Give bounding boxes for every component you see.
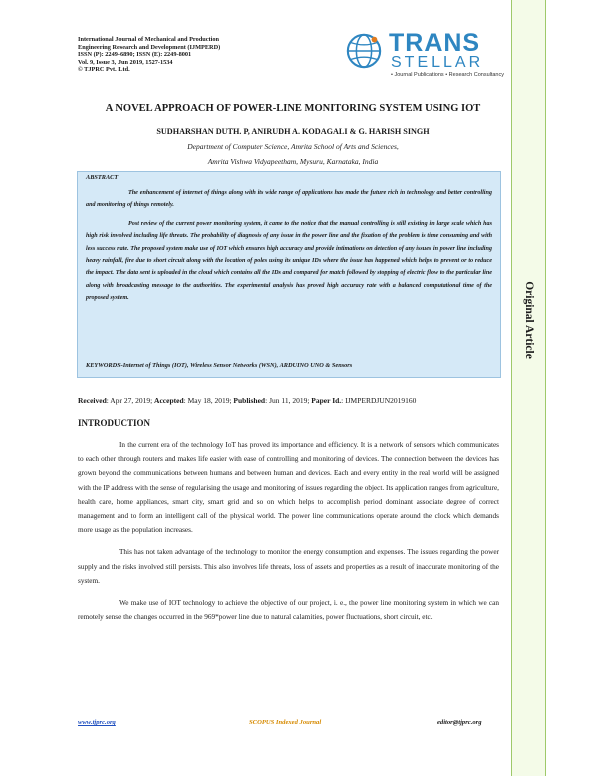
paper-title: A NOVEL APPROACH OF POWER-LINE MONITORING SYSTEM USING IOT — [105, 103, 481, 114]
journal-line: Engineering Research and Development (IJMPERD) — [78, 43, 221, 51]
affiliation-line: Department of Computer Science, Amrita School of Arts and Sciences, — [187, 142, 399, 151]
footer-email[interactable]: editor@tjprc.org — [437, 719, 482, 726]
publication-dates — [78, 396, 416, 405]
published-date: : Jun 11, 2019; — [265, 396, 312, 405]
journal-line: International Journal of Mechanical and Production — [78, 36, 220, 43]
received-date: : Apr 27, 2019; — [106, 396, 155, 405]
journal-line: Vol. 9, Issue 3, Jun 2019, 1527-1534 — [78, 58, 173, 66]
affiliation-line: Amrita Vishwa Vidyapeetham, Mysuru, Karnataka, India — [207, 157, 379, 166]
abstract-box — [77, 171, 501, 378]
body-paragraph: In the current era of the technology IoT has proved its importance and efficiency. It is a network of sensors which communicates to each other through routers and makes life easier with ease of controlling and monitoring of devices. The connection between the devices has grown beyond the communications between humans and between human and devices. Each and every entity in the real world will be assigned with the IP address with the sense of regularising the usage and monitoring of issues regarding the object. Its application ranges from agriculture, health care, home appliances, smart city, smart grid and so on which helps to accomplish period dominant associate degree of correct management and to form an intelligent call of the physical world. The power line communications operate around the clock which demands more usage as the population increases. — [78, 441, 499, 535]
abstract-paragraph: Post review of the current power monitoring system, it came to the notice that the manual controlling is still existing in large scale which has high risk involved including life threats. The probability of diagnosis of any issue in the power line and the fixation of the problem is time consuming and with less success rate. The proposed system make use of IOT which ensures high accuracy and provide intimations on detection of any issues in power line including heavy rainfall, fire due to short circuit along with the location of poles using its unique IDs where the issue has happened which helps to prevent or to reduce the impact. The data sent is uploaded in the cloud which contains all the IDs and compared for match followed by stopping of electric flow to the particular line along with broadcasting message to the authorities. The experimental analysis has proved high accuracy rate with a balanced computational time of the proposed system. — [86, 220, 492, 302]
footer-index-note: SCOPUS Indexed Journal — [249, 719, 322, 726]
article-type-label: Original Article — [522, 281, 535, 359]
journal-meta — [78, 36, 318, 74]
received-label: Received — [78, 396, 107, 405]
abstract-heading: ABSTRACT — [86, 174, 119, 181]
paper-id-label: Paper Id. — [311, 396, 342, 405]
logo-tagline: • Journal Publications • Research Consultancy — [391, 72, 504, 78]
publisher-logo — [345, 30, 510, 80]
published-label: Published — [233, 396, 266, 405]
article-type-band — [511, 0, 546, 776]
globe-icon — [345, 32, 383, 70]
abstract-paragraph: The enhancement of internet of things along with its wide range of applications has made the future rich in technology and better controlling and monitoring of things remotely. — [86, 190, 492, 209]
section-heading: INTRODUCTION — [78, 418, 151, 428]
journal-line: ISSN (P): 2249-6890; ISSN (E): 2249-8001 — [78, 51, 192, 59]
footer-website-link[interactable]: www.tjprc.org — [78, 719, 116, 726]
abstract-body — [86, 187, 492, 311]
introduction-body — [78, 438, 499, 632]
accepted-date: : May 18, 2019; — [183, 396, 234, 405]
paper-authors: SUDHARSHAN DUTH. P, ANIRUDH A. KODAGALI & G. HARISH SINGH — [156, 127, 430, 136]
accepted-label: Accepted — [154, 396, 184, 405]
paper-id: : IJMPERDJUN2019160 — [341, 396, 417, 405]
logo-wordmark-bottom: STELLAR — [391, 54, 484, 71]
body-paragraph: We make use of IOT technology to achieve the objective of our project, i. e., the power line monitoring system in which we can remotely sense the changes occurred in the 969*power line due to natural calamities, power fluctuations, short circuit, etc. — [78, 599, 499, 622]
body-paragraph: This has not taken advantage of the technology to monitor the energy consumption and expenses. The issues regarding the power supply and the risks involved still persists. This also involves life threats, loss of assets and properties as a result of inaccurate monitoring of the system. — [78, 548, 499, 585]
keywords: KEYWORDS-Internet of Things (IOT), Wireless Sensor Networks (WSN), ARDUINO UNO & Sensors — [86, 362, 353, 369]
journal-line: © TJPRC Pvt. Ltd. — [78, 66, 130, 74]
logo-wordmark-top: TRANS — [389, 29, 481, 57]
